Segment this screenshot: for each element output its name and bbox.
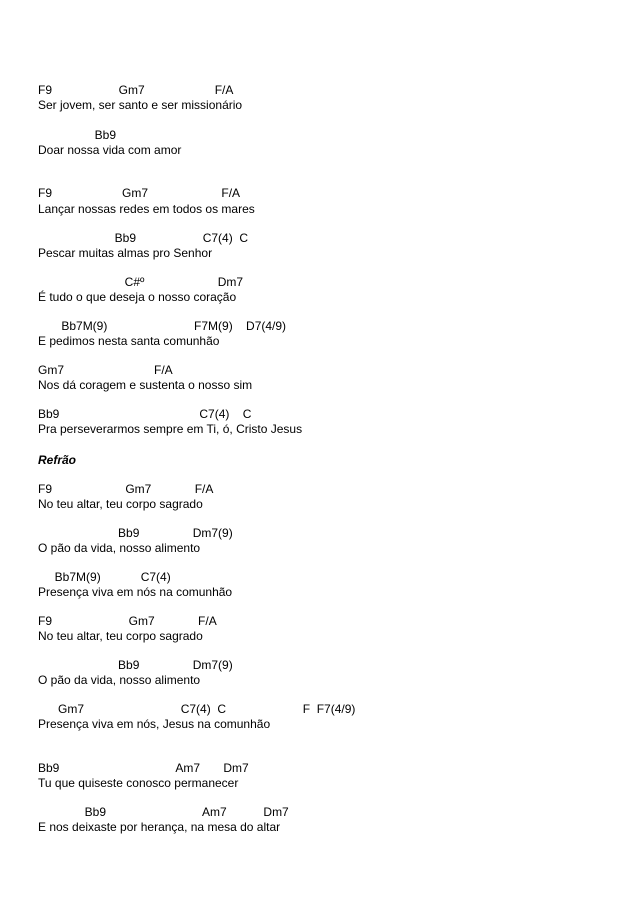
- chord-line: Bb9 Dm7(9): [38, 526, 233, 540]
- chord-line: Bb9 C7(4) C: [38, 231, 249, 245]
- refrain-heading: Refrão: [38, 453, 77, 467]
- lyric-line: Presença viva em nós, Jesus na comunhão: [38, 717, 271, 731]
- lyric-line: O pão da vida, nosso alimento: [38, 673, 201, 687]
- chord-line: Bb7M(9) F7M(9) D7(4/9): [38, 319, 287, 333]
- chord-line: Bb9 Am7 Dm7: [38, 761, 249, 775]
- chord-line: Gm7 F/A: [38, 363, 173, 377]
- chord-line: Bb9: [38, 128, 117, 142]
- chord-line: F9 Gm7 F/A: [38, 614, 217, 628]
- lyric-line: Lançar nossas redes em todos os mares: [38, 202, 255, 216]
- lyric-line: E pedimos nesta santa comunhão: [38, 334, 220, 348]
- lyric-line: Nos dá coragem e sustenta o nosso sim: [38, 378, 253, 392]
- chord-line: Gm7 C7(4) C F F7(4/9): [38, 702, 356, 716]
- chord-line: F9 Gm7 F/A: [38, 482, 214, 496]
- chord-line: Bb7M(9) C7(4): [38, 570, 171, 584]
- lyric-line: Pra perseverarmos sempre em Ti, ó, Cristo Jesus: [38, 422, 303, 436]
- lyric-line: O pão da vida, nosso alimento: [38, 541, 201, 555]
- chord-line: C#º Dm7: [38, 275, 244, 289]
- chord-line: Bb9 Am7 Dm7: [38, 805, 289, 819]
- lyric-line: Tu que quiseste conosco permanecer: [38, 776, 239, 790]
- lyric-line: Ser jovem, ser santo e ser missionário: [38, 98, 243, 112]
- lyric-line: No teu altar, teu corpo sagrado: [38, 497, 203, 511]
- lyric-line: E nos deixaste por herança, na mesa do altar: [38, 820, 281, 834]
- lyric-line: Pescar muitas almas pro Senhor: [38, 246, 213, 260]
- chord-line: Bb9 C7(4) C: [38, 407, 252, 421]
- chord-line: F9 Gm7 F/A: [38, 83, 234, 97]
- lyric-line: No teu altar, teu corpo sagrado: [38, 629, 203, 643]
- chord-line: Bb9 Dm7(9): [38, 658, 233, 672]
- lyric-line: É tudo o que deseja o nosso coração: [38, 290, 237, 304]
- lyric-line: Presença viva em nós na comunhão: [38, 585, 233, 599]
- lyric-line: Doar nossa vida com amor: [38, 143, 182, 157]
- chord-line: F9 Gm7 F/A: [38, 186, 241, 200]
